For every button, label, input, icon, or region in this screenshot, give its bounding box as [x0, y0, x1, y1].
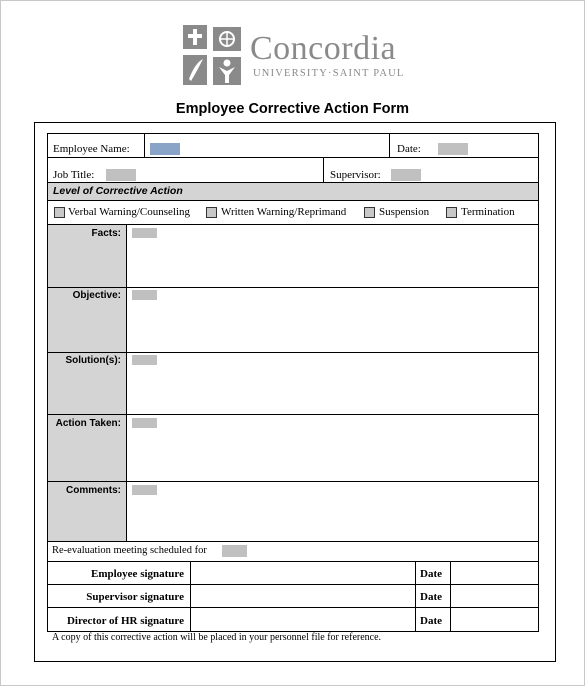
concordia-logo-icon: [183, 25, 245, 89]
action-taken-label: Action Taken:: [55, 418, 121, 429]
reevaluation-label: Re-evaluation meeting scheduled for: [52, 545, 207, 556]
row-divider: [47, 157, 538, 158]
director-hr-signature-date-label: Date: [420, 615, 442, 627]
sig-divider: [415, 561, 416, 632]
verbal-warning-label: Verbal Warning/Counseling: [68, 206, 191, 218]
sig-left-border: [47, 561, 48, 632]
table-bottom-border: [47, 561, 538, 562]
supervisor-label: Supervisor:: [330, 169, 381, 181]
objective-label: Objective:: [72, 290, 121, 301]
written-warning-checkbox[interactable]: [206, 207, 217, 218]
divider: [144, 133, 145, 157]
sig-divider: [450, 561, 451, 632]
logo-subtitle: UNIVERSITY·SAINT PAUL: [253, 68, 405, 79]
job-title-field[interactable]: [106, 169, 136, 181]
employee-name-label: Employee Name:: [53, 143, 130, 155]
sig-row-divider: [47, 607, 538, 608]
supervisor-signature-label: Supervisor signature: [86, 591, 184, 603]
row-divider: [47, 414, 538, 415]
termination-checkbox[interactable]: [446, 207, 457, 218]
facts-label: Facts:: [91, 228, 121, 239]
row-divider: [47, 541, 538, 542]
solutions-label: Solution(s):: [65, 355, 121, 366]
action-taken-field[interactable]: [132, 418, 157, 428]
written-warning-label: Written Warning/Reprimand: [221, 206, 347, 218]
suspension-label: Suspension: [379, 206, 430, 218]
divider: [389, 133, 390, 157]
employee-signature-label: Employee signature: [91, 568, 184, 580]
level-heading: Level of Corrective Action: [53, 185, 183, 197]
verbal-warning-checkbox[interactable]: [54, 207, 65, 218]
supervisor-signature-date-label: Date: [420, 591, 442, 603]
row-divider: [47, 287, 538, 288]
supervisor-field[interactable]: [391, 169, 421, 181]
sig-divider: [190, 561, 191, 632]
objective-field[interactable]: [132, 290, 157, 300]
logo-wordmark: Concordia: [250, 30, 397, 67]
divider: [323, 157, 324, 182]
table-right-border: [538, 133, 539, 561]
comments-field[interactable]: [132, 485, 157, 495]
comments-label: Comments:: [65, 485, 121, 496]
director-hr-signature-label: Director of HR signature: [66, 615, 184, 627]
row-divider: [47, 352, 538, 353]
form-title: Employee Corrective Action Form: [175, 101, 410, 117]
job-title-label: Job Title:: [53, 169, 95, 181]
termination-label: Termination: [461, 206, 515, 218]
employee-signature-date-label: Date: [420, 568, 442, 580]
sig-row-divider: [47, 584, 538, 585]
date-label: Date:: [397, 143, 421, 155]
date-field[interactable]: [438, 143, 468, 155]
section-divider: [126, 224, 127, 541]
facts-field[interactable]: [132, 228, 157, 238]
row-divider: [47, 481, 538, 482]
employee-name-field[interactable]: [150, 143, 180, 155]
reevaluation-field[interactable]: [222, 545, 247, 557]
sig-right-border: [538, 561, 539, 632]
footer-note: A copy of this corrective action will be placed in your personnel file for reference.: [52, 632, 382, 643]
suspension-checkbox[interactable]: [364, 207, 375, 218]
table-top-border: [47, 133, 538, 134]
row-divider: [47, 200, 538, 201]
solutions-field[interactable]: [132, 355, 157, 365]
